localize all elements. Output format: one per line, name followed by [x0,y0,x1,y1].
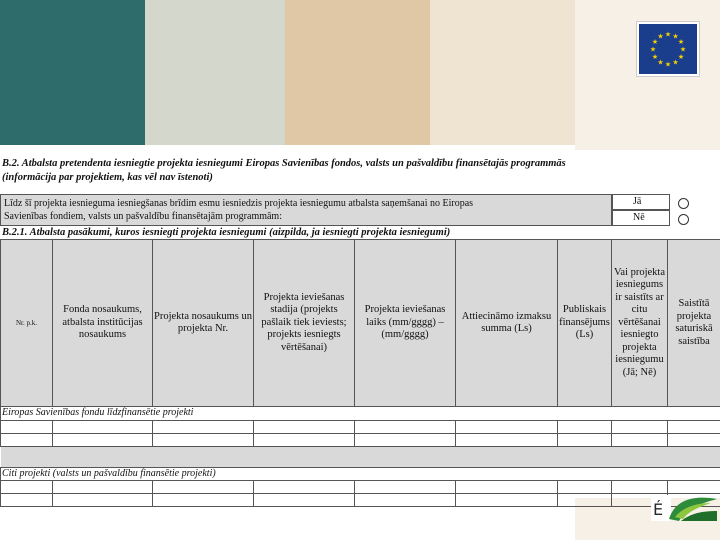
section-heading-note: (informācija par projektiem, kas vēl nav īstenoti) [2,172,213,183]
column-header: Projekta ieviešanas stadija (projekts pašlaik tiek ieviests; projekts iesniegts vērtēšanai) [254,240,355,407]
question-text-line1: Līdz šī projekta iesnieguma iesniegšanas brīdim esmu iesniedzis projekta iesniegumu atbalsta saņemšanai no Eiropas [4,198,474,209]
yes-radio-icon[interactable] [678,198,689,209]
star-icon: ★ [657,58,664,67]
color-band-teal [0,0,145,145]
subheading: B.2.1. Atbalsta pasākumi, kuros iesniegti projekta iesniegumi (aizpilda, ja iesniegti projekta iesniegumi) [2,227,451,238]
table-row[interactable] [1,494,720,507]
star-icon: ★ [672,32,679,41]
color-band-beige [430,0,575,145]
star-icon: ★ [651,53,659,61]
table-header-row [1,240,720,407]
svg-text:É: É [653,500,664,519]
column-header: Attiecināmo izmaksu summa (Ls) [456,240,558,407]
section-eu-label: Eiropas Savienības fondu līdzfinansētie projekti [1,407,720,421]
document-page [0,150,720,498]
table-row[interactable] [1,481,720,494]
star-icon: ★ [664,60,672,69]
section-heading: B.2. Atbalsta pretendenta iesniegtie projekta iesniegumi Eiropas Savienības fondos, valsts un pašvaldību finansētajās programmās [2,158,566,169]
leaf-logo-icon [651,493,719,523]
star-icon: ★ [679,45,687,54]
question-text-line2: Savienības fondiem, valsts un pašvaldību finansētajām programmām: [4,211,282,222]
yes-label: Jā [612,194,670,210]
column-header: Projekta ieviešanas laiks (mm/gggg) – (mm/gggg) [355,240,456,407]
question-row [0,194,612,226]
color-band-tan [285,0,430,145]
star-icon: ★ [664,30,672,39]
no-radio-icon[interactable] [678,214,689,225]
table-section-row [1,467,720,481]
color-band-sage [145,0,285,145]
star-icon: ★ [672,58,679,67]
star-icon: ★ [657,32,664,41]
column-header: Projekta nosaukums un projekta Nr. [153,240,254,407]
column-header: Fonda nosaukums, atbalsta institūcijas nosaukums [53,240,153,407]
star-icon: ★ [677,53,685,61]
star-icon: ★ [649,45,657,54]
star-icon: ★ [677,38,685,46]
eu-flag-icon [637,22,699,76]
star-icon: ★ [651,38,659,46]
projects-table [0,239,720,507]
table-section-row [1,407,720,421]
no-label: Nē [612,210,670,226]
column-header: Saistītā projekta saturiskā saistība [668,240,720,407]
column-header: Nr. p.k. [1,240,53,407]
table-row[interactable] [1,420,720,433]
table-row[interactable] [1,433,720,446]
column-header: Vai projekta iesniegums ir saistīts ar citu vērtēšanai iesniegto projekta iesniegumu (Jā; Nē) [612,240,668,407]
column-header: Publiskais finansējums (Ls) [558,240,612,407]
section-other-label: Citi projekti (valsts un pašvaldību finansētie projekti) [1,467,720,481]
table-gap [1,446,720,467]
